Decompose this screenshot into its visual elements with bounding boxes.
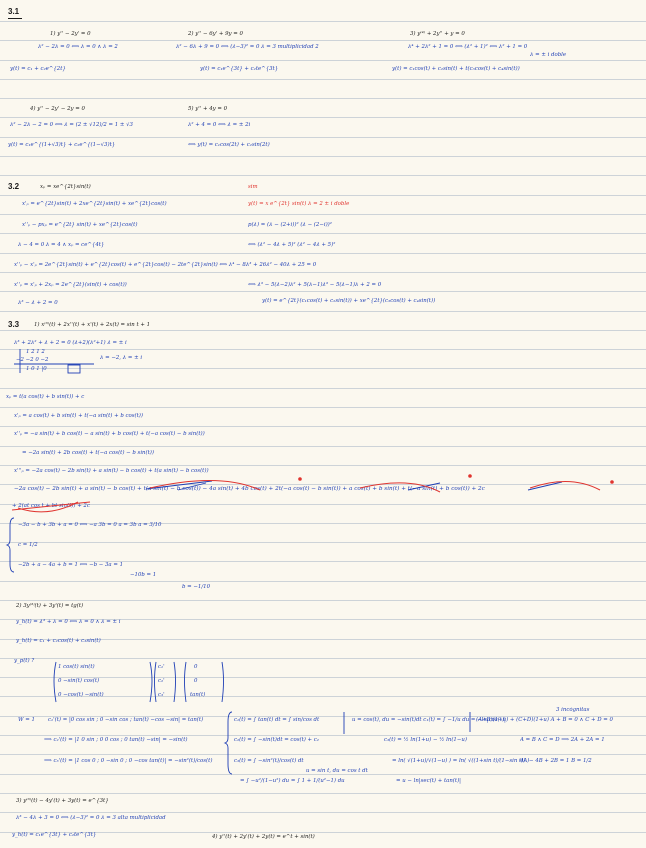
step-derivative-1: x'ₚ = e^{2t}sin(t) + 2xe^{2t}sin(t) + xe^{2t}cos(t): [22, 201, 167, 207]
problem-1-statement: 1) y'' − 2y' = 0: [50, 31, 91, 37]
c1-prime-formula: c₁'(t) = |0 cos sin ; 0 −sin cos ; tan(t) −cos −sin| = tan(t): [48, 717, 204, 723]
vector-bracket-right: [174, 662, 176, 702]
ode-2-char-eq: y_h(t) = λ³ + λ = 0 ⟺ λ = 0 ∧ λ = ± i: [16, 619, 121, 625]
system-eq-1: −3a − b + 3b + a = 0 ⟺ −a 3b = 0 a = 3b a = 3/10: [18, 522, 162, 528]
problem-3-double-root: λ = ± i doble: [530, 52, 567, 58]
note-unknowns: 3 incógnitas: [556, 707, 590, 713]
system-brace: [7, 518, 14, 572]
xp-guess: xₚ = t(a cos(t) + b sin(t)) + c: [6, 394, 85, 400]
ode-3-char-eq: λ³ − 4λ + 3 = 0 ⟺ (λ−3)² = 0 λ = 3 alta multiplicidad: [16, 815, 166, 821]
partial-fraction-result: c₃(t) = ½ ln(1+u) − ½ ln(1−u): [384, 737, 467, 743]
c2-prime-formula: ⟹ c₂'(t) = |1 0 sin ; 0 0 cos ; 0 tan(t) −sin| = −sin(t): [44, 737, 188, 743]
ode-3-homogeneous: y_h(t) = c₁e^{3t} + c₂te^{3t}: [12, 832, 97, 838]
final-c3: = u − ln|sec(t) + tan(t)|: [396, 778, 461, 784]
ruffini-row-3: 1 0 1 |0: [26, 366, 47, 372]
red-dot: [611, 481, 614, 484]
xp-second-derivative: x''ₚ = −a sin(t) + b cos(t) − a sin(t) + b cos(t) + t(−a cos(t) − b sin(t)): [14, 431, 205, 437]
xp-third-derivative: x'''ₚ = −2a cos(t) − 2b sin(t) + a sin(t) − b cos(t) + t(a sin(t) − b cos(t)): [14, 468, 209, 474]
problem-2-char-eq: λ² − 6λ + 9 = 0 ⟺ (λ−3)² = 0 λ = 3 multiplicidad 2: [176, 44, 319, 50]
integral-c3: c₃(t) = ∫ −sin²(t)/cos(t) dt: [234, 758, 304, 764]
integral-c1: c₁(t) = ∫ tan(t) dt = ∫ sin/cos dt: [234, 717, 320, 723]
ode-1-char-eq: λ³ + 2λ² + λ + 2 = 0 (λ+2)(λ²+1) λ = ± i: [14, 340, 127, 346]
vector-bracket-left: [155, 662, 157, 702]
ode-4-statement: 4) y''(t) + 2y'(t) + 2y(t) = e^t + sin(t): [212, 834, 315, 840]
problem-3-statement: 3) y⁽⁴⁾ + 2y'' + y = 0: [410, 31, 465, 37]
red-dot: [469, 475, 472, 478]
problem-1-char-eq: λ² − 2λ = 0 ⟺ λ = 0 ∧ λ = 2: [38, 44, 118, 50]
system-eq-5: b = −1/10: [182, 584, 211, 590]
problem-4-solution: y(t) = c₁e^{(1+√3)t} + c₂e^{(1−√3)t}: [8, 142, 116, 148]
xp-first-derivative: x'ₚ = a cos(t) + b sin(t) + t(−a sin(t) + b cos(t)): [14, 413, 144, 419]
matrix-bracket-right: [150, 662, 152, 702]
rhs-2: 0: [194, 678, 198, 684]
xp-second-derivative-simplified: = −2a sin(t) + 2b cos(t) + t(−a cos(t) − b sin(t)): [22, 450, 154, 456]
integral-c3-sub: u = sin t, du = cos t dt: [306, 768, 368, 774]
red-dot: [299, 478, 302, 481]
problem-5-char-eq: λ² + 4 = 0 ⟺ λ = ± 2i: [188, 122, 251, 128]
rhs-1: 0: [194, 664, 198, 670]
partial-fraction-eq: A = B ∧ C = D ⟹ 2A + 2A = 1: [520, 737, 605, 743]
system-eq-3: −2b + a − 4a + b = 1 ⟺ −b − 3a = 1: [18, 562, 123, 568]
margin-note-sim: sim: [248, 184, 258, 190]
ode-2-particular-label: y_p(t) ?: [14, 658, 35, 664]
partial-fraction-solve: 4A − 4B + 2B = 1 B = 1/2: [520, 758, 592, 764]
wronskian-row-3: 0 −cos(t) −sin(t): [58, 692, 104, 698]
problem-3-solution: y(t) = c₁cos(t) + c₂sin(t) + t(c₃cos(t) + c₄sin(t)): [392, 66, 520, 72]
substitution-line: −2a cos(t) − 2b sin(t) + a sin(t) − b cos(t) + t(a sin(t) − b cos(t)) − 4a sin(t) + 4b cos(t) + 2t(−a cos(t) − b sin(t)) + a cos(t) + b sin(t) + t(−a sin(t) + b cos(t)) + 2c: [14, 486, 485, 492]
ode-3-statement: 3) y⁽³⁾(t) − 4y'(t) + 3y(t) = e^{3t}: [16, 798, 109, 804]
step-final-solution: y(t) = e^{2t}(c₁cos(t) + c₂sin(t)) + xe^{2t}(c₃cos(t) + c₄sin(t)): [262, 298, 436, 304]
step-derivative-2: x''ₚ − pxₚ = e^{2t} sin(t) + xe^{2t}cos(t): [22, 222, 138, 228]
step-characteristic-right: ⟺ (λ² − 4λ + 5)² (λ² − 4λ + 5)²: [248, 242, 336, 248]
ode-1-statement: 1) x⁽³⁾(t) + 2x''(t) + x'(t) + 2x(t) = sin t + 1: [34, 322, 151, 328]
problem-2-statement: 2) y'' − 6y' + 9y = 0: [188, 31, 243, 37]
ruffini-roots: λ = −2, λ = ± i: [100, 355, 143, 361]
system-eq-4: −10b = 1: [130, 572, 157, 578]
step-derivative-1-right: y(t) = x e^{2t} sin(t) λ = 2 ± i doble: [248, 201, 350, 207]
problem-2-solution: y(t) = c₁e^{3t} + c₂te^{3t}: [200, 66, 279, 72]
problem-4-char-eq: λ² − 2λ − 2 = 0 ⟺ λ = (2 ± √12)/2 = 1 ± √3: [10, 122, 133, 128]
rhs-bracket-left: [185, 662, 187, 702]
integral-c1-sub: u = cos(t), du = −sin(t)dt c₁(t) = ∫ −1/u du = −ln|cos(t)|: [352, 717, 506, 723]
integral-c2: c₂(t) = ∫ −sin(t)dt = cos(t) + c₂: [234, 737, 319, 743]
ode-2-statement: 2) 3y⁽³⁾(t) + 3y'(t) = tg(t): [16, 603, 84, 609]
red-arrow: [360, 483, 440, 492]
step-derivative-2-right: p(λ) = (λ − (2+i))² (λ − (2−i))²: [248, 222, 332, 228]
boxed-zero: [68, 365, 80, 373]
system-eq-2: c = 1/2: [18, 542, 38, 548]
integral-brace: [225, 712, 232, 774]
ruffini-row-2: −2 −2 0 −2: [16, 357, 49, 363]
rhs-3: tan(t): [190, 692, 206, 698]
red-underline-2: [18, 502, 78, 512]
matrix-bracket-left: [54, 662, 56, 702]
substitution-line-2: + 2(at cos t + bt sin(t)) + 2c: [12, 503, 90, 509]
c3-prime-formula: ⟹ c₃'(t) = |1 cos 0 ; 0 −sin 0 ; 0 −cos tan(t)| = −sin²(t)/cos(t): [44, 758, 213, 764]
red-underline: [12, 502, 90, 510]
red-arrow: [530, 481, 600, 490]
ruffini-row-1: 1 2 1 2: [26, 349, 45, 355]
partial-fraction-setup: (A+B)(1−u) + (C+D)(1+u) A + B = 0 ∧ C + D = 0: [476, 717, 613, 723]
cancel-stroke: [528, 482, 562, 490]
wronskian-value: W = 1: [18, 717, 35, 723]
problem-3-char-eq: λ⁴ + 2λ² + 1 = 0 ⟺ (λ² + 1)² ⟺ λ² + 1 = 0: [408, 44, 528, 50]
wronskian-row-2: 0 −sin(t) cos(t): [58, 678, 100, 684]
log-simplification: = ln( √(1+u)/√(1−u) ) = ln( √((1+sin t)/(1−sin t)) ): [392, 758, 530, 764]
wronskian-row-1: 1 cos(t) sin(t): [58, 664, 95, 670]
step-sum: x''ₚ = x'ₚ + 2xₚ = 2e^{2t}(sin(t) + cos(t)): [14, 282, 127, 288]
cancel-stroke: [178, 483, 206, 490]
rhs-bracket-right: [222, 662, 224, 702]
particular-solution: xₚ = xe^{2t}sin(t): [40, 184, 91, 190]
problem-4-statement: 4) y'' − 2y' − 2y = 0: [30, 106, 85, 112]
unknown-c3: c₃': [158, 692, 165, 698]
problem-1-solution: y(t) = c₁ + c₂e^{2t}: [10, 66, 66, 72]
step-expanded: x''ₚ − x'ₚ = 2e^{2t}sin(t) + e^{2t}cos(t) + e^{2t}cos(t) − 2te^{2t}sin(t) ⟺ λ⁴ − 8λ³ + 26λ² − 40λ + 25 = 0: [14, 262, 317, 268]
step-final-eq: λ³ − λ + 2 = 0: [18, 300, 58, 306]
integral-c3-rewrite: = ∫ −u²/(1−u²) du = ∫ 1 + 1/(u²−1) du: [240, 778, 345, 784]
heading-3-3: 3.3: [8, 320, 20, 329]
step-characteristic: λ − 4 = 0 λ = 4 ∧ xₚ = ce^{4t}: [18, 242, 105, 248]
problem-5-solution: ⟺ y(t) = c₁cos(2t) + c₂sin(2t): [188, 142, 270, 148]
unknown-c2: c₂': [158, 678, 165, 684]
heading-3-2: 3.2: [8, 182, 20, 191]
step-sum-right: ⟺ λ³ − 5(λ−2)λ² + 5(λ−1)λ³ − 5(λ−1)λ + 2 = 0: [248, 282, 382, 288]
heading-3-1: 3.1: [8, 7, 20, 16]
ode-2-homogeneous: y_h(t) = c₁ + c₂cos(t) + c₃sin(t): [16, 638, 101, 644]
unknown-c1: c₁': [158, 664, 165, 670]
problem-5-statement: 5) y'' + 4y = 0: [188, 106, 228, 112]
